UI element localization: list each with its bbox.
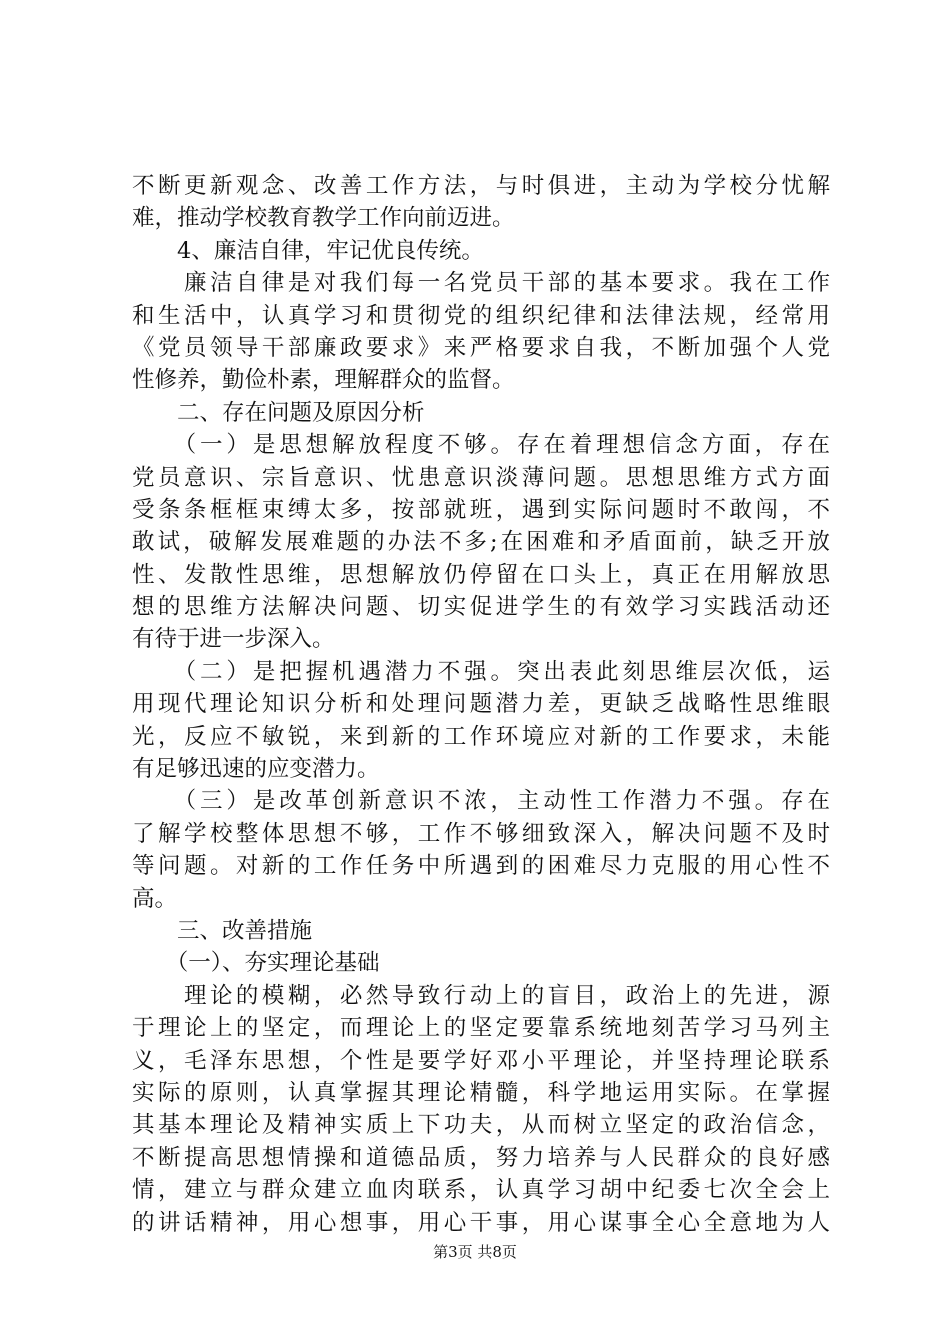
text-line: （一）是思想解放程度不够。存在着理想信念方面，存在 — [132, 432, 830, 459]
text-line: 性、发散性思维，思想解放仍停留在口头上，真正在用解放思 — [132, 561, 830, 588]
text-line: 等问题。对新的工作任务中所遇到的困难尽力克服的用心性不 — [132, 853, 830, 880]
text-line: 不断更新观念、改善工作方法，与时俱进，主动为学校分忧解 — [132, 173, 830, 199]
document-body — [132, 170, 830, 1239]
text-line: 不断提高思想情操和道德品质，努力培养与人民群众的良好感 — [132, 1144, 830, 1171]
text-line: 实际的原则，认真掌握其理论精髓，科学地运用实际。在掌握 — [132, 1079, 830, 1106]
text-line: 高。 — [132, 885, 178, 912]
text-line: 有足够迅速的应变潜力。 — [132, 756, 380, 783]
text-line: 性修养，勤俭朴素，理解群众的监督。 — [132, 367, 515, 394]
text-line: 和生活中，认真学习和贯彻党的组织纪律和法律法规，经常用 — [132, 302, 830, 329]
section-heading: 三、改善措施 — [132, 917, 313, 944]
text-line: 难，推动学校教育教学工作向前迈进。 — [132, 205, 515, 232]
text-line: 于理论上的坚定，而理论上的坚定要靠系统地刻苦学习马列主 — [132, 1015, 830, 1042]
text-line: （三）是改革创新意识不浓，主动性工作潜力不强。存在 — [132, 788, 830, 815]
text-line: 廉洁自律是对我们每一名党员干部的基本要求。我在工作 — [132, 270, 830, 297]
section-heading: 二、存在问题及原因分析 — [132, 399, 425, 426]
page-footer: 第3页 共8页 — [433, 1243, 517, 1261]
text-line: 想的思维方法解决问题、切实促进学生的有效学习实践活动还 — [132, 594, 830, 621]
text-line: 受条条框框束缚太多，按部就班，遇到实际问题时不敢闯，不 — [132, 496, 830, 523]
text-line: 《党员领导干部廉政要求》来严格要求自我，不断加强个人党 — [132, 334, 830, 361]
text-line: 党员意识、宗旨意识、忧患意识淡薄问题。思想思维方式方面 — [132, 464, 830, 491]
text-line: 的讲话精神，用心想事，用心干事，用心谋事全心全意地为人 — [132, 1209, 830, 1236]
section-heading: 4、廉洁自律，牢记优良传统。 — [132, 237, 484, 264]
text-line: （二）是把握机遇潜力不强。突出表此刻思维层次低，运 — [132, 658, 830, 685]
text-line: 用现代理论知识分析和处理问题潜力差，更缺乏战略性思维眼 — [132, 691, 830, 718]
text-line: 理论的模糊，必然导致行动上的盲目，政治上的先进，源 — [132, 982, 830, 1009]
text-line: 敢试，破解发展难题的办法不多;在困难和矛盾面前，缺乏开放 — [132, 529, 830, 556]
text-line: 其基本理论及精神实质上下功夫，从而树立坚定的政治信念， — [132, 1112, 830, 1139]
text-line: 光，反应不敏锐，来到新的工作环境应对新的工作要求，未能 — [132, 723, 830, 750]
text-line: 有待于进一步深入。 — [132, 626, 335, 653]
text-line: 情，建立与群众建立血肉联系，认真学习胡中纪委七次全会上 — [132, 1177, 830, 1204]
text-line: 了解学校整体思想不够，工作不够细致深入，解决问题不及时 — [132, 820, 830, 847]
text-line: 义，毛泽东思想，个性是要学好邓小平理论，并坚持理论联系 — [132, 1047, 830, 1074]
subsection-heading: （一）、夯实理论基础 — [132, 950, 380, 977]
